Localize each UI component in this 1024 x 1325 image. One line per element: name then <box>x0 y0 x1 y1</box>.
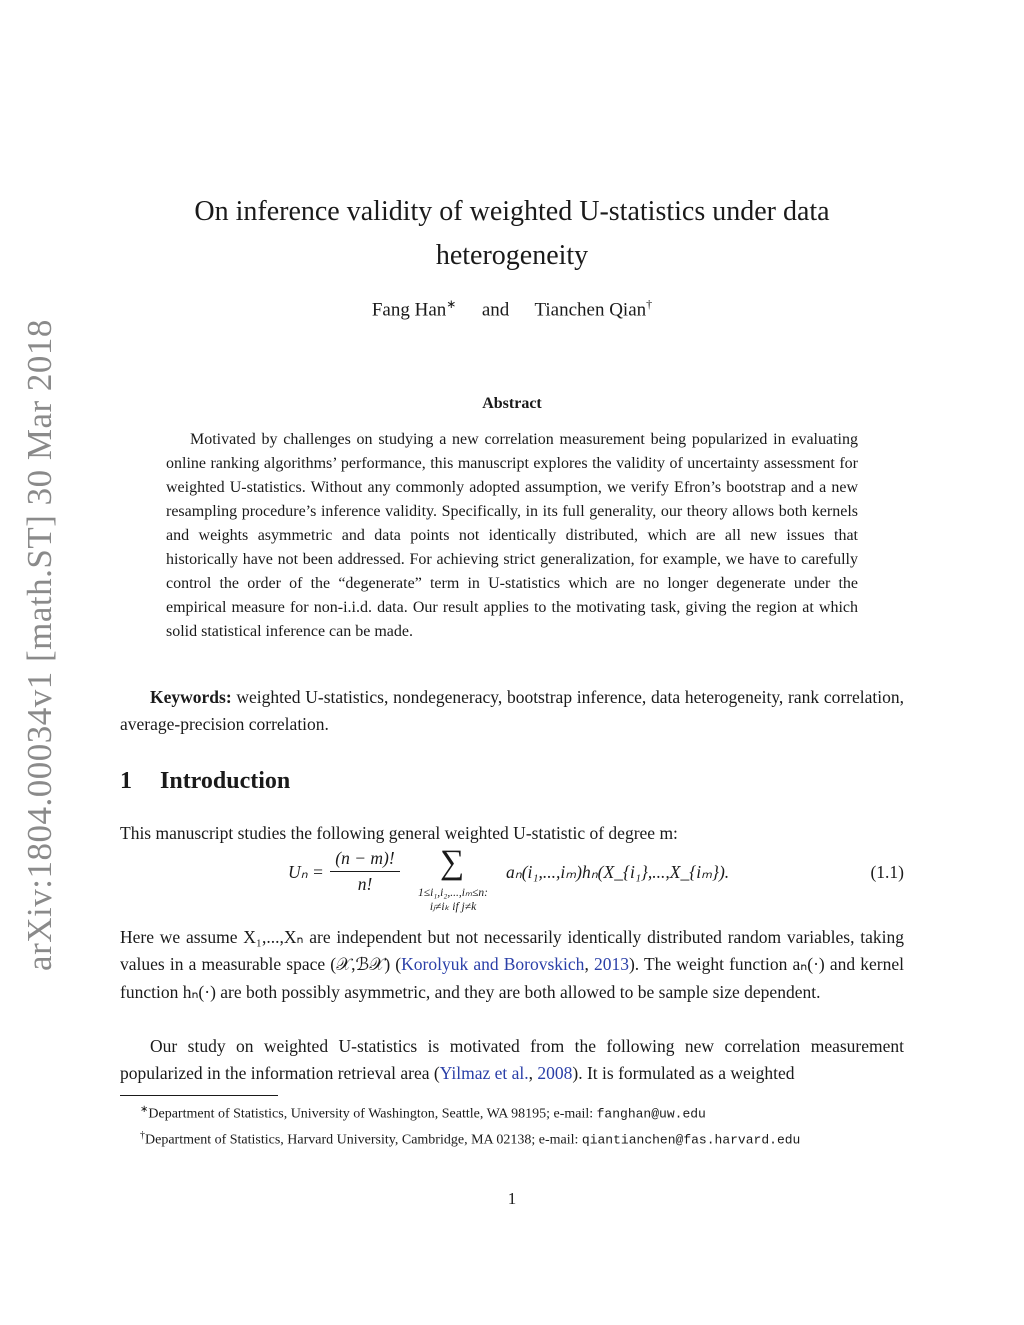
abstract-heading: Abstract <box>482 395 542 412</box>
footnote-1-email[interactable]: fanghan@uw.edu <box>596 1106 706 1122</box>
keywords-paragraph <box>120 684 904 738</box>
equation-lhs: Uₙ = <box>288 862 324 882</box>
author-first-mark: ∗ <box>446 297 457 311</box>
citation-link-korolyuk[interactable]: Korolyuk and Borovskich <box>401 954 585 975</box>
abstract-text: Motivated by challenges on studying a new correlation measurement being popularized in evaluating online ranking algorithms’ performance, this manuscript explores the validity of uncertainty assessment for weighted U-statistics. Without any commonly adopted assumption, we verify Efron’s bootstrap and a new resampling procedure’s inference validity. Specifically, in its full generality, our theory allows both kernels and weights asymmetric and data points not identically distributed, which are all new issues that historically have not been addressed. For achieving strict generalization, for example, we have to carefully control the order of the “degenerate” term in U-statistics which are no longer degenerate under the empirical measure for non-i.i.d. data. Our result applies to the motivating task, giving the region at which solid statistical inference can be made. <box>166 431 858 640</box>
section-title: Introduction <box>160 768 291 794</box>
footnote-2-text: Department of Statistics, Harvard University, Cambridge, MA 02138; e-mail: <box>145 1132 582 1148</box>
summation-symbol: ∑ <box>440 844 465 881</box>
fraction-bar <box>330 871 400 872</box>
summation-subscript <box>398 886 508 914</box>
keywords-text: weighted U-statistics, nondegeneracy, bootstrap inference, data heterogeneity, rank correlation, average-precision correlation. <box>120 687 904 734</box>
footnote-2 <box>120 1125 904 1151</box>
citation-year-korolyuk[interactable]: 2013 <box>593 954 629 975</box>
fraction-numerator: (n − m)! <box>335 848 395 868</box>
footnotes <box>120 1099 904 1150</box>
footnote-1 <box>120 1099 904 1125</box>
author-line <box>150 297 874 321</box>
footnote-2-email[interactable]: qiantianchen@fas.harvard.edu <box>581 1132 801 1148</box>
arxiv-identifier: arXiv:1804.00034v1 [math.ST] 30 Mar 2018 <box>20 319 59 971</box>
section-number: 1 <box>120 768 132 794</box>
summation-subscript-line-1: 1≤i₁,i₂,...,iₘ≤n: <box>418 887 488 899</box>
paper-title: On inference validity of weighted U-statistics under data heterogeneity <box>194 196 830 271</box>
author-conjunction: and <box>481 299 510 321</box>
author-second: Tianchen Qian <box>534 299 647 321</box>
arxiv-side-stamp <box>16 320 64 970</box>
equation-fraction <box>330 848 400 895</box>
citation-separator: , <box>528 1063 538 1083</box>
keywords-label: Keywords: <box>150 687 232 707</box>
fraction-denominator: n! <box>357 874 373 894</box>
author-second-mark: † <box>646 297 653 311</box>
equation-rhs: aₙ(i₁,...,iₘ)hₙ(X_{i₁},...,X_{iₘ}). <box>506 862 730 882</box>
citation-link-yilmaz[interactable]: Yilmaz et al. <box>439 1063 529 1083</box>
equation-1-1 <box>120 844 904 920</box>
author-first: Fang Han <box>371 299 447 321</box>
paragraph-motivation-text-a: Our study on weighted U-statistics is motivated from the following new correlation measurement popularized in the information retrieval area ( <box>120 1036 904 1083</box>
paragraph-motivation <box>120 1033 904 1087</box>
summation-subscript-line-2: iⱼ≠iₖ if j≠k <box>429 901 477 913</box>
equation-number: (1.1) <box>870 862 904 882</box>
citation-separator: , <box>584 954 594 975</box>
page-number: 1 <box>507 1189 517 1208</box>
paragraph-motivation-text-b: ). It is formulated as a weighted <box>572 1063 795 1083</box>
footnote-1-text: Department of Statistics, University of Washington, Seattle, WA 98195; e-mail: <box>148 1106 597 1122</box>
paragraph-assumptions-text-b: ). The weight function aₙ(·) and kernel function hₙ(·) are both possibly asymmetric, and they are both allowed to be sample size dependent. <box>120 954 904 1002</box>
section-heading <box>120 768 520 795</box>
footnote-2-mark: † <box>140 1129 145 1141</box>
intro-sentence: This manuscript studies the following general weighted U-statistic of degree m: <box>120 823 678 843</box>
citation-year-yilmaz[interactable]: 2008 <box>537 1063 573 1083</box>
footnote-1-mark: ∗ <box>140 1104 149 1115</box>
paragraph-assumptions <box>120 924 904 1006</box>
paragraph-assumptions-text-a: Here we assume X₁,...,Xₙ are independent but not necessarily identically distributed random variables, taking values in a measurable space (𝒳,ℬ𝒳) ( <box>120 927 904 975</box>
footnote-rule <box>120 1095 278 1096</box>
